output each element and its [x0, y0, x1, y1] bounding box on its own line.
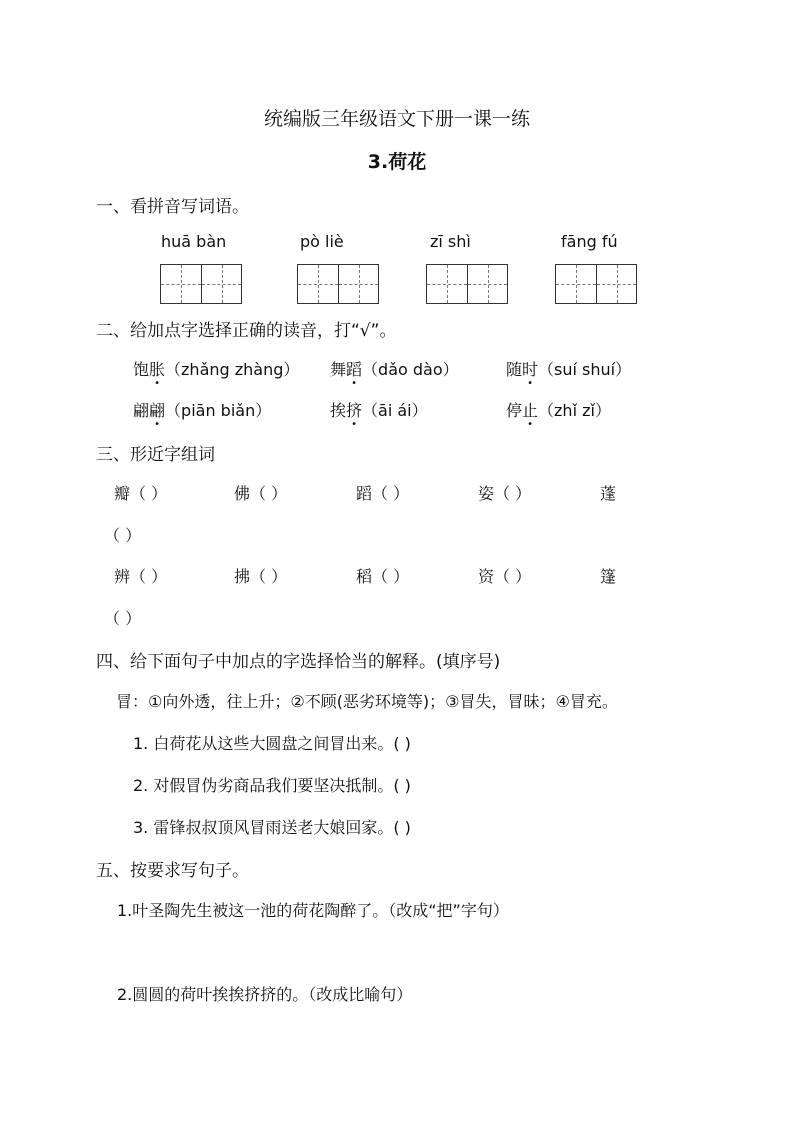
dotted-char: 胀 [149, 360, 166, 379]
char-group-blank[interactable]: （ ） [104, 526, 142, 545]
tianzige-box-3[interactable] [426, 264, 508, 304]
sentence-item[interactable]: 3. 雷锋叔叔顶风冒雨送老大娘回家。( ) [133, 818, 411, 837]
tianzige-cell[interactable] [298, 265, 338, 303]
section-3-heading: 三、形近字组词 [96, 445, 215, 465]
char-group-item[interactable]: 瓣（ ） [114, 484, 168, 503]
pinyin-3: zī shì [430, 232, 471, 251]
section-2-heading: 二、给加点字选择正确的读音，打“√”。 [96, 321, 397, 341]
char-group-item[interactable]: 稻（ ） [356, 567, 410, 586]
section-1-heading: 一、看拼音写词语。 [96, 197, 249, 217]
rewrite-item[interactable]: 2.圆圆的荷叶挨挨挤挤的。（改成比喻句） [117, 985, 413, 1004]
tianzige-cell[interactable] [556, 265, 596, 303]
word-char: 翩 [133, 401, 150, 420]
tianzige-box-2[interactable] [297, 264, 379, 304]
lesson-title: 3.荷花 [367, 151, 427, 173]
reading-item [330, 398, 428, 421]
dotted-char: 挤 [346, 401, 363, 420]
definition-line: 冒：①向外透，往上升；②不顾(恶劣环境等)；③冒失，冒昧；④冒充。 [116, 692, 618, 711]
char-group-item[interactable]: 佛（ ） [234, 484, 288, 503]
reading-options[interactable]: （zhǎng zhàng） [165, 360, 300, 379]
tianzige-box-1[interactable] [160, 264, 242, 304]
dotted-char: 蹈 [346, 360, 363, 379]
worksheet-title: 统编版三年级语文下册一课一练 [263, 108, 530, 130]
tianzige-cell[interactable] [467, 265, 507, 303]
dotted-char: 止 [522, 401, 539, 420]
tianzige-cell[interactable] [427, 265, 467, 303]
word-char: 饱 [133, 360, 150, 379]
reading-options[interactable]: （zhǐ zǐ） [538, 401, 611, 420]
section-5-heading: 五、按要求写句子。 [96, 861, 249, 881]
sentence-item[interactable]: 2. 对假冒伪劣商品我们要坚决抵制。( ) [133, 776, 411, 795]
tianzige-cell[interactable] [596, 265, 636, 303]
reading-options[interactable]: （suí shuí） [538, 360, 632, 379]
word-char: 挨 [330, 401, 347, 420]
char-group-item[interactable]: 蹈（ ） [356, 484, 410, 503]
reading-item [506, 398, 611, 421]
sentence-item[interactable]: 1. 白荷花从这些大圆盘之间冒出来。( ) [133, 734, 411, 753]
reading-item [133, 398, 271, 421]
word-char: 舞 [330, 360, 347, 379]
pinyin-4: fāng fú [561, 232, 618, 251]
char-group-item[interactable]: 拂（ ） [234, 567, 288, 586]
reading-options[interactable]: （āi ái） [362, 401, 428, 420]
char-group-item[interactable]: 辨（ ） [114, 567, 168, 586]
char-group-blank[interactable]: （ ） [104, 609, 142, 628]
tianzige-box-4[interactable] [555, 264, 637, 304]
reading-item [133, 357, 299, 380]
pinyin-2: pò liè [300, 232, 344, 251]
tianzige-cell[interactable] [338, 265, 378, 303]
tianzige-cell[interactable] [201, 265, 241, 303]
char-group-item: 篷 [600, 567, 617, 586]
word-char: 随 [506, 360, 523, 379]
char-group-item: 蓬 [600, 484, 617, 503]
reading-item [330, 357, 459, 380]
pinyin-1: huā bàn [161, 232, 227, 251]
dotted-char: 时 [522, 360, 539, 379]
reading-options[interactable]: （piān biǎn） [165, 401, 272, 420]
word-char: 停 [506, 401, 523, 420]
reading-item [506, 357, 631, 380]
dotted-char: 翩 [149, 401, 166, 420]
char-group-item[interactable]: 资（ ） [478, 567, 532, 586]
char-group-item[interactable]: 姿（ ） [478, 484, 532, 503]
section-4-heading: 四、给下面句子中加点的字选择恰当的解释。(填序号) [96, 652, 501, 672]
reading-options[interactable]: （dǎo dào） [362, 360, 459, 379]
tianzige-cell[interactable] [161, 265, 201, 303]
rewrite-item[interactable]: 1.叶圣陶先生被这一池的荷花陶醉了。（改成“把”字句） [117, 901, 509, 920]
